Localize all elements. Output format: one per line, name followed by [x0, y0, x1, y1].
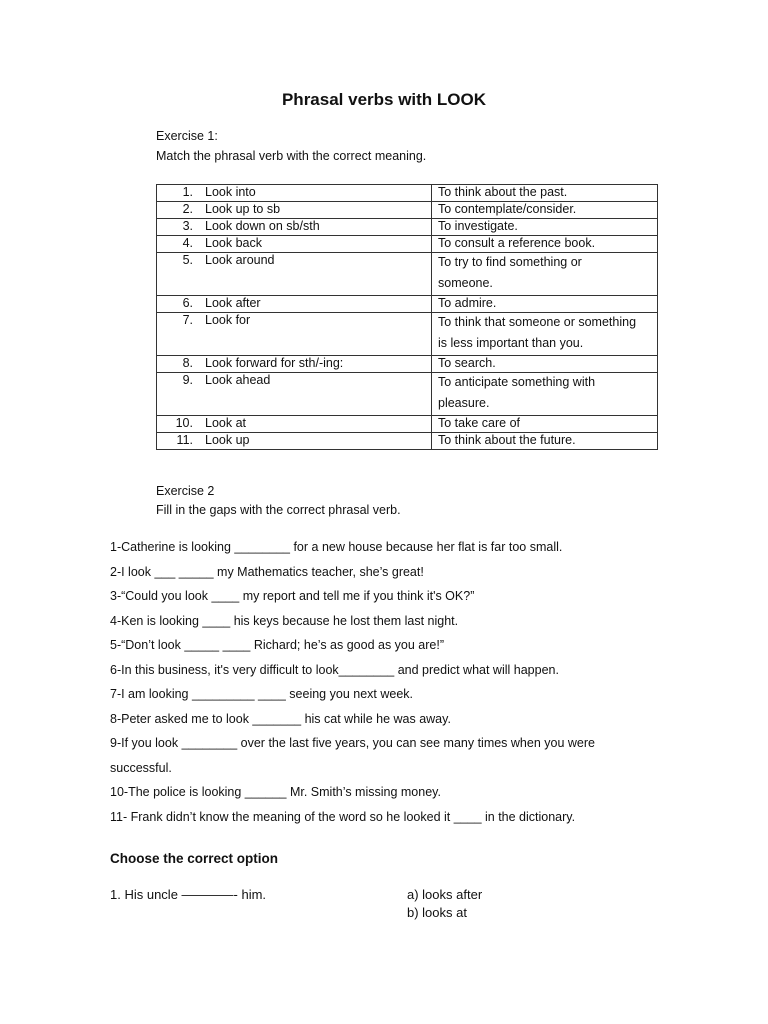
row-number: 9.	[182, 373, 193, 387]
table-row	[157, 185, 658, 202]
meaning-text: To search.	[438, 356, 496, 370]
meaning-cell	[432, 185, 658, 202]
phrasal-verb: Look for	[205, 313, 251, 327]
sentence-line: 8-Peter asked me to look _______ his cat while he was away.	[110, 711, 451, 726]
sentence-line: 3-“Could you look ____ my report and tell me if you think it's OK?”	[110, 589, 475, 603]
sentence-line: 10-The police is looking ______ Mr. Smith’s missing money.	[110, 785, 441, 799]
phrasal-verb-cell	[157, 236, 432, 253]
sentence-line: 4-Ken is looking ____ his keys because he lost them last night.	[110, 613, 459, 628]
table-row	[157, 433, 658, 450]
meaning-text: To investigate.	[438, 219, 518, 233]
meaning-text: pleasure.	[438, 396, 490, 410]
sentence-line: 2-I look ___ _____ my Mathematics teacher, she’s great!	[110, 564, 424, 579]
meaning-text: someone.	[438, 276, 493, 290]
sentence-line: 11- Frank didn’t know the meaning of the word so he looked it ____ in the dictionary.	[110, 809, 576, 824]
exercise-2-heading: Exercise 2	[156, 484, 215, 498]
sentence-line: 1-Catherine is looking ________ for a new house because her flat is far too small.	[110, 540, 563, 554]
meaning-text: is less important than you.	[438, 336, 584, 350]
row-number: 4.	[182, 236, 193, 250]
phrasal-verb: Look forward for sth/-ing:	[205, 356, 344, 370]
phrasal-verb: Look into	[205, 185, 256, 199]
row-number: 7.	[182, 313, 193, 327]
phrasal-verb-cell	[157, 185, 432, 202]
meaning-cell	[432, 433, 658, 450]
phrasal-verb-cell	[157, 433, 432, 450]
phrasal-verb: Look up to sb	[205, 202, 281, 216]
phrasal-verb: Look around	[205, 253, 275, 267]
exercise-1-instruction: Match the phrasal verb with the correct meaning.	[156, 149, 427, 163]
option-a: a) looks after	[407, 887, 483, 902]
question-1: 1. His uncle ————- him.	[110, 887, 267, 902]
table-row	[157, 219, 658, 236]
sentence-line: 5-“Don’t look _____ ____ Richard; he’s as good as you are!”	[110, 638, 445, 652]
phrasal-verb: Look at	[205, 416, 247, 430]
meaning-text: To think about the future.	[438, 433, 576, 447]
meaning-text: To admire.	[438, 296, 497, 310]
phrasal-verb-cell	[157, 202, 432, 219]
meaning-cell	[432, 373, 658, 416]
row-number: 6.	[182, 296, 193, 310]
row-number: 5.	[182, 253, 193, 267]
phrasal-verb: Look up	[205, 433, 250, 447]
phrasal-verb-cell	[157, 296, 432, 313]
phrasal-verb-cell	[157, 253, 432, 296]
meaning-text: To consult a reference book.	[438, 236, 596, 250]
matching-table	[156, 184, 658, 450]
meaning-text: To anticipate something with	[438, 375, 596, 389]
phrasal-verb: Look ahead	[205, 373, 271, 387]
table-row	[157, 313, 658, 356]
sentence-line: 7-I am looking _________ ____ seeing you next week.	[110, 687, 413, 701]
meaning-cell	[432, 219, 658, 236]
meaning-text: To think that someone or something	[438, 315, 637, 329]
phrasal-verb-cell	[157, 416, 432, 433]
table-row	[157, 202, 658, 219]
row-number: 10.	[175, 416, 193, 430]
table-row	[157, 416, 658, 433]
meaning-text: To contemplate/consider.	[438, 202, 577, 216]
row-number: 3.	[182, 219, 193, 233]
table-row	[157, 373, 658, 416]
row-number: 2.	[182, 202, 193, 216]
sentence-line: 9-If you look ________ over the last five years, you can see many times when you were	[110, 736, 595, 750]
exercise-2-instruction: Fill in the gaps with the correct phrasal verb.	[156, 503, 401, 517]
meaning-text: To try to find something or	[438, 255, 582, 269]
meaning-cell	[432, 202, 658, 219]
phrasal-verb: Look after	[205, 296, 261, 310]
meaning-cell	[432, 416, 658, 433]
phrasal-verb: Look down on sb/sth	[205, 219, 320, 233]
sentence-line: 6-In this business, it's very difficult to look________ and predict what will happen.	[110, 662, 559, 677]
table-row	[157, 236, 658, 253]
row-number: 8.	[182, 356, 193, 370]
meaning-text: To take care of	[438, 416, 520, 430]
meaning-cell	[432, 313, 658, 356]
meaning-cell	[432, 253, 658, 296]
phrasal-verb-cell	[157, 373, 432, 416]
option-b: b) looks at	[407, 905, 467, 920]
row-number: 1.	[182, 185, 193, 199]
choose-option-heading: Choose the correct option	[110, 851, 279, 866]
exercise-1-heading: Exercise 1:	[156, 129, 218, 143]
phrasal-verb-cell	[157, 313, 432, 356]
table-row	[157, 253, 658, 296]
phrasal-verb-cell	[157, 356, 432, 373]
page-title: Phrasal verbs with LOOK	[281, 90, 487, 109]
sentence-line: successful.	[110, 760, 172, 775]
phrasal-verb: Look back	[205, 236, 262, 250]
row-number: 11.	[176, 433, 193, 447]
meaning-text: To think about the past.	[438, 185, 568, 199]
phrasal-verb-cell	[157, 219, 432, 236]
